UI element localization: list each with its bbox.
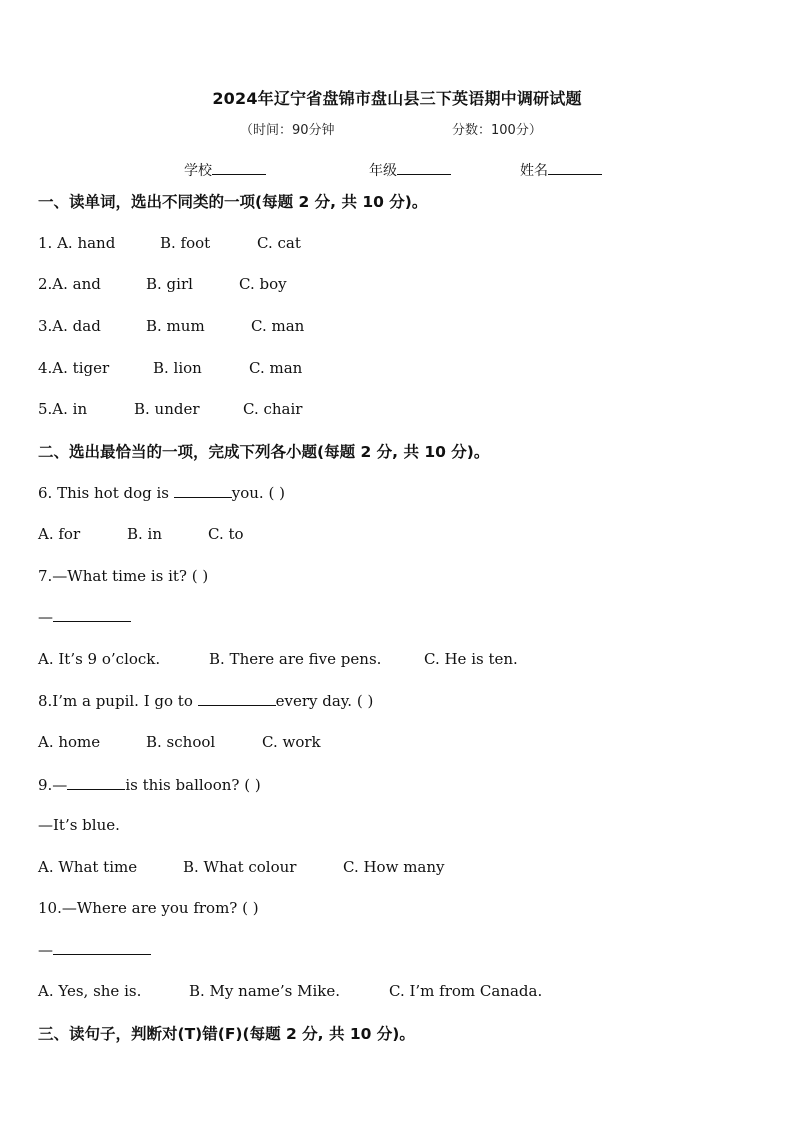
page-title: 2024年辽宁省盘锦市盘山县三下英语期中调研试题 — [212, 89, 582, 108]
q4-option-c: C. man — [249, 359, 303, 377]
q7-option-c: C. He is ten. — [424, 650, 518, 668]
name-blank[interactable] — [548, 160, 602, 175]
q4-option-b: B. lion — [153, 359, 202, 377]
q8-option-b: B. school — [146, 733, 216, 751]
grade-field[interactable] — [369, 160, 451, 180]
q2-option-c: C. boy — [239, 275, 287, 293]
q6-stem-end: you. ( ) — [231, 484, 285, 502]
q9-option-c: C. How many — [343, 858, 445, 876]
q5-option-b: B. under — [134, 400, 200, 418]
q8-blank[interactable] — [198, 691, 276, 706]
grade-blank[interactable] — [397, 160, 451, 175]
q10-option-c: C. I’m from Canada. — [389, 982, 543, 1000]
name-label: 姓名 — [520, 163, 548, 179]
q2-option-b: B. girl — [146, 275, 193, 293]
q5-option-a: 5.A. in — [38, 400, 88, 418]
q6-option-a: A. for — [38, 525, 81, 543]
q10-option-b: B. My name’s Mike. — [189, 982, 340, 1000]
q7-blank[interactable] — [53, 607, 131, 622]
school-label: 学校 — [184, 163, 212, 179]
school-field[interactable] — [184, 160, 266, 180]
q2-option-a: 2.A. and — [38, 275, 101, 293]
q3-option-c: C. man — [251, 317, 305, 335]
school-blank[interactable] — [212, 160, 266, 175]
q1-option-b: B. foot — [160, 234, 211, 252]
exam-score: 分数：100分） — [452, 123, 542, 138]
q9-stem — [38, 775, 261, 794]
q6-stem — [38, 483, 285, 502]
q7-option-b: B. There are five pens. — [209, 650, 382, 668]
q8-stem-start: 8.I’m a pupil. I go to — [38, 692, 198, 710]
grade-label: 年级 — [369, 163, 397, 179]
q9-reply: —It’s blue. — [38, 816, 120, 834]
q9-stem-end: is this balloon? ( ) — [125, 776, 261, 794]
q7-option-a: A. It’s 9 o’clock. — [38, 650, 161, 668]
q9-option-a: A. What time — [38, 858, 138, 876]
q8-stem-end: every day. ( ) — [275, 692, 374, 710]
q1-option-a: 1. A. hand — [38, 234, 116, 252]
q7-stem: 7.—What time is it? ( ) — [38, 567, 209, 585]
q8-option-a: A. home — [38, 733, 101, 751]
q10-answer-line — [38, 940, 151, 959]
q6-blank[interactable] — [174, 483, 232, 498]
q9-option-b: B. What colour — [183, 858, 297, 876]
q1-option-c: C. cat — [257, 234, 301, 252]
q10-dash: — — [38, 941, 53, 959]
q7-answer-line — [38, 607, 131, 626]
section-1-heading: 一、读单词，选出不同类的一项(每题 2 分, 共 10 分)。 — [38, 193, 428, 211]
q10-option-a: A. Yes, she is. — [38, 982, 142, 1000]
q10-stem: 10.—Where are you from? ( ) — [38, 899, 259, 917]
name-field[interactable] — [520, 160, 602, 180]
q6-stem-start: 6. This hot dog is — [38, 484, 174, 502]
q5-option-c: C. chair — [243, 400, 303, 418]
q7-dash: — — [38, 608, 53, 626]
exam-time: （时间：90分钟 — [240, 123, 335, 138]
q9-blank[interactable] — [67, 775, 125, 790]
q3-option-b: B. mum — [146, 317, 205, 335]
q9-stem-start: 9.— — [38, 776, 68, 794]
section-3-heading: 三、读句子，判断对(T)错(F)(每题 2 分, 共 10 分)。 — [38, 1025, 415, 1043]
q6-option-c: C. to — [208, 525, 244, 543]
q3-option-a: 3.A. dad — [38, 317, 101, 335]
q6-option-b: B. in — [127, 525, 163, 543]
q8-stem — [38, 691, 373, 710]
q8-option-c: C. work — [262, 733, 321, 751]
q10-blank[interactable] — [53, 940, 151, 955]
q4-option-a: 4.A. tiger — [38, 359, 110, 377]
section-2-heading: 二、选出最恰当的一项，完成下列各小题(每题 2 分, 共 10 分)。 — [38, 443, 490, 461]
